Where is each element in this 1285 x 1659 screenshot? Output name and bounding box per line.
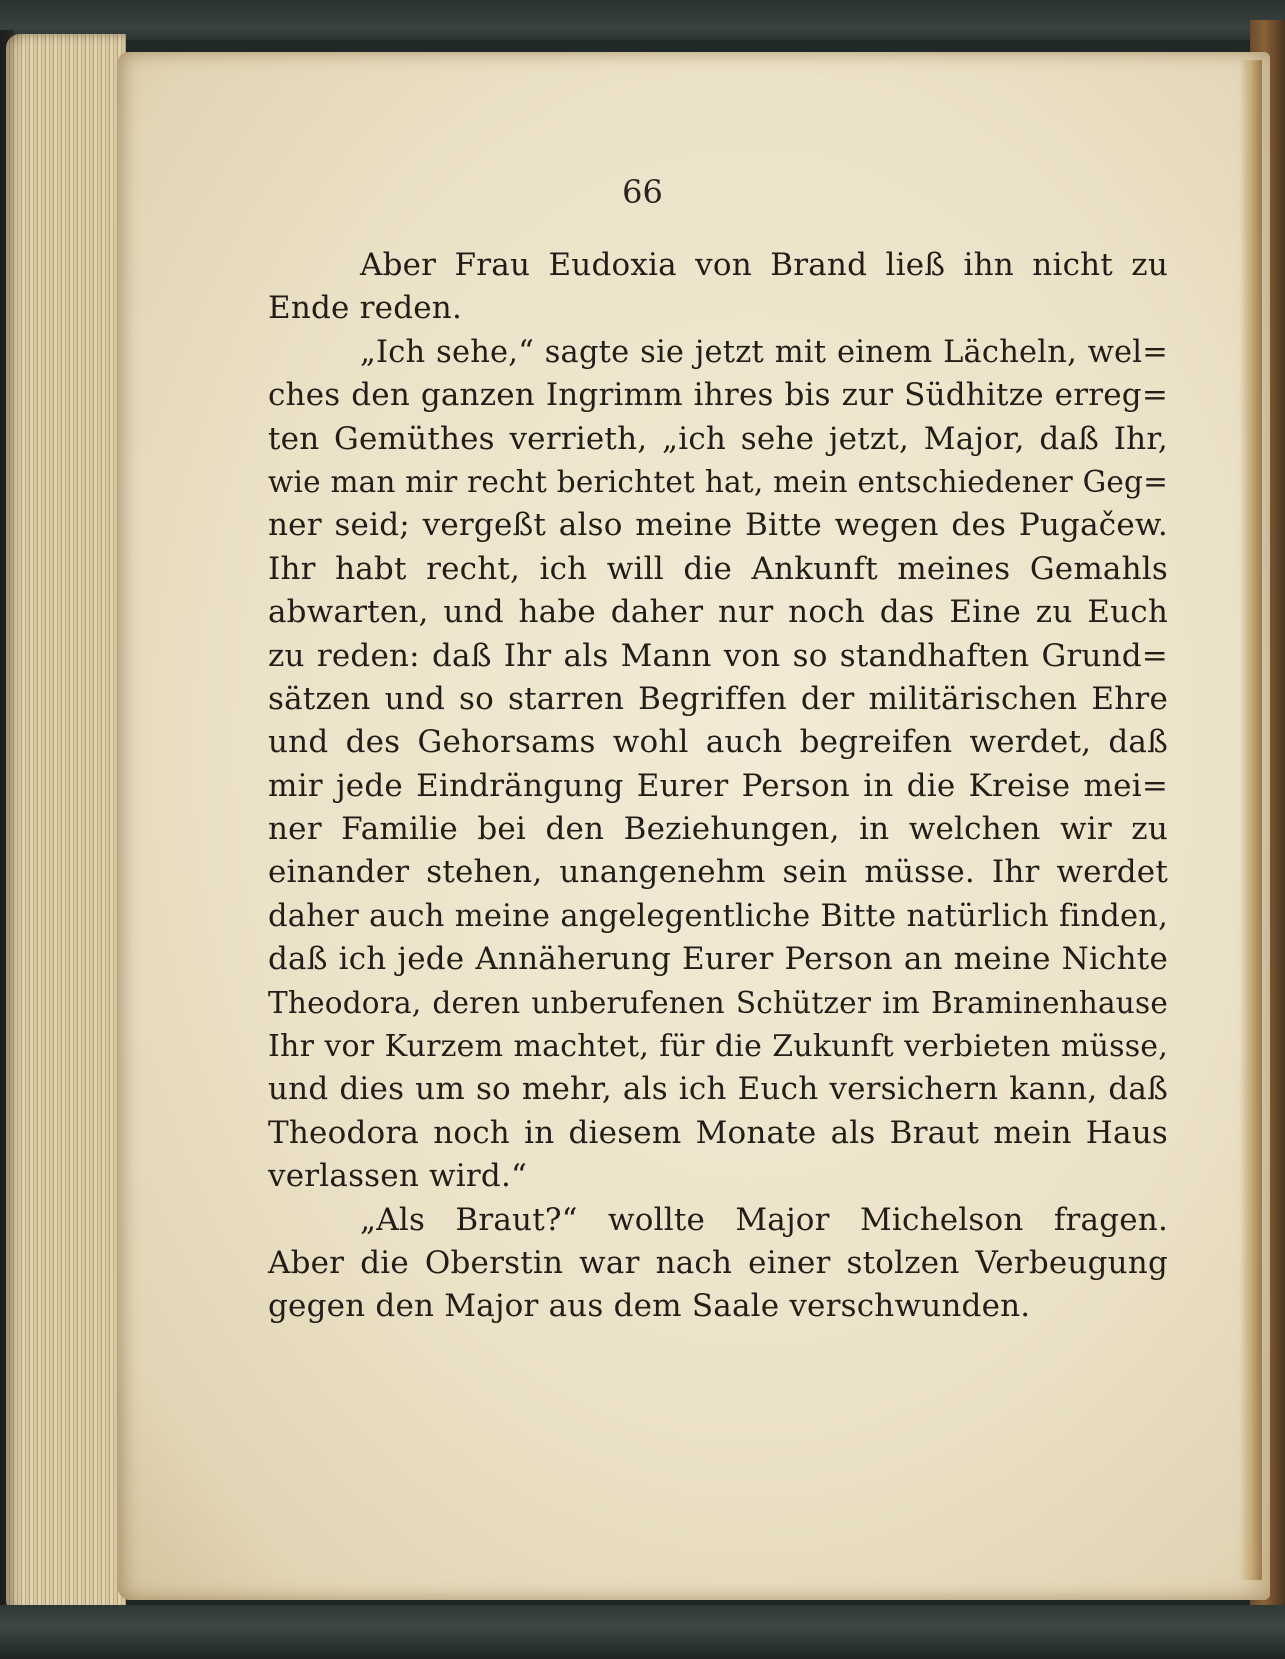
text-line: und des Gehorsams wohl auch begreifen werdet, daß (268, 724, 1168, 761)
book-cover-top-edge (0, 0, 1285, 40)
text-line: mir jede Eindrängung Eurer Person in die Kreise mei= (268, 767, 1168, 804)
text-line: verlassen wird.“ (268, 1158, 528, 1195)
text-line: zu reden: daß Ihr als Mann von so standhaften Grund= (268, 637, 1168, 674)
text-line: Aber die Oberstin war nach einer stolzen Verbeugung (268, 1244, 1168, 1281)
text-line: abwarten, und habe daher nur noch das Eine zu Euch (268, 594, 1168, 631)
text-line: Theodora noch in diesem Monate als Braut mein Haus (268, 1114, 1168, 1151)
text-line: einander stehen, unangenehm sein müsse. Ihr werdet (268, 854, 1168, 891)
text-line: Ihr habt recht, ich will die Ankunft meines Gemahls (268, 550, 1168, 587)
text-line: daß ich jede Annäherung Eurer Person an meine Nichte (268, 941, 1168, 978)
text-line: „Ich sehe,“ sagte sie jetzt mit einem Lächeln, wel= (360, 334, 1168, 370)
text-line: gegen den Major aus dem Saale verschwunden. (268, 1288, 1031, 1325)
text-line: und dies um so mehr, als ich Euch versichern kann, daß (268, 1071, 1168, 1108)
text-line: sätzen und so starren Begriffen der militärischen Ehre (268, 680, 1168, 717)
text-line: Ihr vor Kurzem machtet, für die Zukunft verbieten müsse, (268, 1029, 1168, 1065)
page-stack-edges (6, 34, 126, 1614)
page-right-shadow (1240, 60, 1262, 1580)
text-line: ner seid; vergeßt also meine Bitte wegen des Pugačew. (268, 507, 1168, 544)
text-line: „Als Braut?“ wollte Major Michelson fragen. (360, 1201, 1168, 1238)
body-text (268, 244, 1168, 1329)
text-line: wie man mir recht berichtet hat, mein entschiedener Geg= (268, 464, 1168, 499)
text-line: ner Familie bei den Beziehungen, in welchen wir zu (268, 811, 1168, 848)
text-line: Ende reden. (268, 290, 463, 327)
text-line: ten Gemüthes verrieth, „ich sehe jetzt, Major, daß Ihr, (268, 420, 1168, 457)
text-line: daher auch meine angelegentliche Bitte natürlich finden, (268, 898, 1168, 934)
book-cover-bottom-edge (0, 1605, 1285, 1659)
text-line: ches den ganzen Ingrimm ihres bis zur Südhitze erreg= (268, 377, 1168, 414)
text-line: Theodora, deren unberufenen Schützer im Braminenhause (268, 985, 1168, 1020)
page-number: 66 (622, 173, 663, 211)
text-line: Aber Frau Eudoxia von Brand ließ ihn nicht zu (360, 247, 1168, 283)
